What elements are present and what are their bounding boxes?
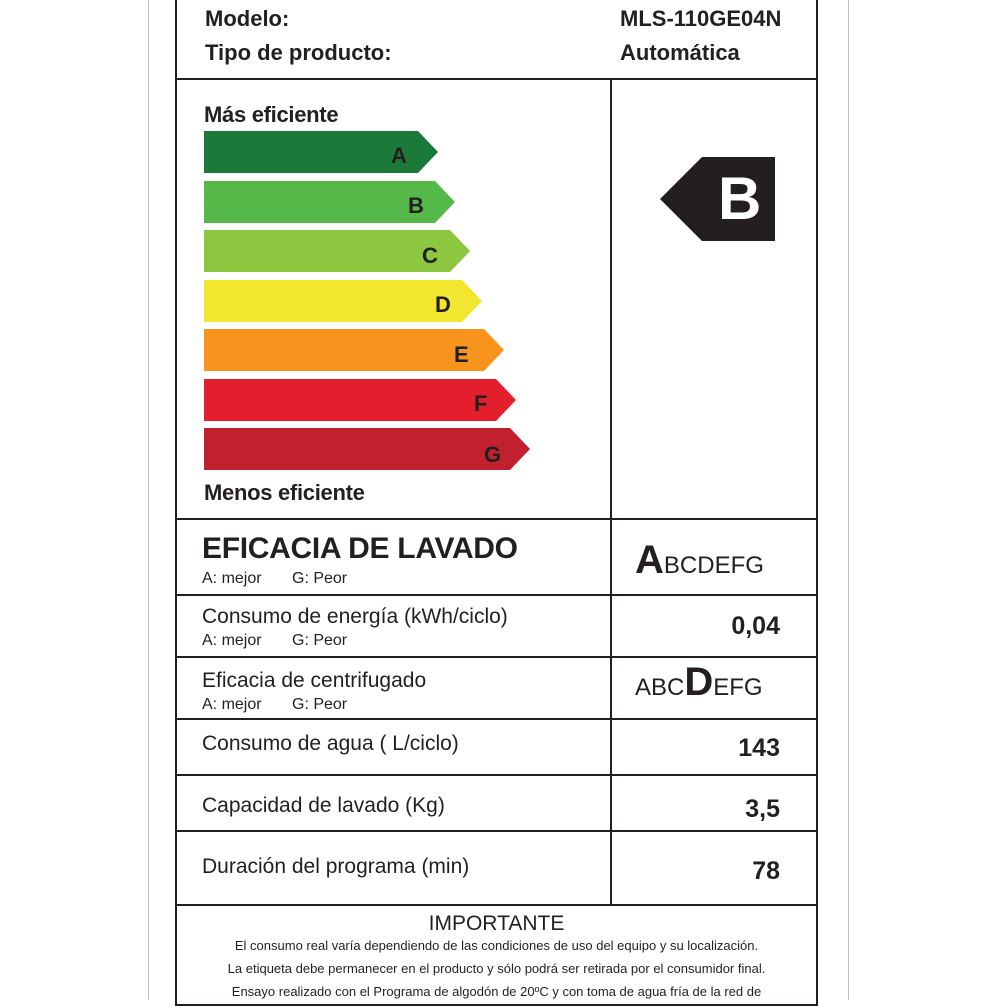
model-value: MLS-110GE04N bbox=[620, 6, 782, 31]
program-duration-value: 78 bbox=[752, 857, 780, 885]
energy-class-letter-e: E bbox=[454, 342, 469, 367]
energy-consumption-best: A: mejor bbox=[202, 632, 262, 649]
divider bbox=[177, 656, 816, 658]
energy-label bbox=[175, 0, 818, 1006]
divider bbox=[177, 594, 816, 596]
energy-class-bar-g bbox=[204, 428, 530, 470]
energy-class-letter-g: G bbox=[484, 442, 502, 467]
spin-efficacy-classes-before: ABC bbox=[635, 674, 685, 701]
washing-efficacy-title: EFICACIA DE LAVADO bbox=[202, 532, 518, 565]
important-line: La etiqueta debe permanecer en el producto y sólo podrá ser retirada por el consumidor final. bbox=[227, 961, 766, 976]
divider bbox=[177, 78, 816, 80]
washing-efficacy-selected-class: A bbox=[635, 538, 664, 582]
energy-class-bar-f bbox=[204, 379, 516, 421]
washing-efficacy-best: A: mejor bbox=[202, 570, 262, 587]
energy-class-letter-f: F bbox=[474, 391, 488, 416]
least-efficient-label: Menos eficiente bbox=[204, 480, 365, 505]
washing-efficacy-scale bbox=[635, 538, 764, 583]
current-rating-letter: B bbox=[718, 165, 762, 232]
spin-efficacy-scale bbox=[635, 660, 763, 705]
energy-class-letter-a: A bbox=[391, 143, 407, 168]
program-duration-title: Duración del programa (min) bbox=[202, 855, 470, 878]
energy-class-letter-c: C bbox=[422, 243, 438, 268]
spin-efficacy-classes-after: EFG bbox=[713, 674, 763, 701]
product-type-label: Tipo de producto: bbox=[205, 40, 392, 65]
divider bbox=[177, 904, 816, 906]
energy-consumption-worst: G: Peor bbox=[292, 632, 348, 649]
washing-capacity-value: 3,5 bbox=[745, 795, 780, 823]
important-line: Ensayo realizado con el Programa de algodón de 20ºC y con toma de agua fría de la red de bbox=[231, 984, 762, 999]
energy-class-letter-b: B bbox=[408, 193, 424, 218]
divider bbox=[177, 518, 816, 520]
important-line: El consumo real varía dependiendo de las condiciones de uso del equipo y su localización. bbox=[234, 938, 759, 953]
divider bbox=[177, 718, 816, 720]
spin-efficacy-selected-class: D bbox=[684, 660, 714, 704]
most-efficient-label: Más eficiente bbox=[204, 102, 339, 127]
water-consumption-value: 143 bbox=[738, 734, 780, 762]
energy-consumption-value: 0,04 bbox=[731, 612, 780, 640]
spin-efficacy-best: A: mejor bbox=[202, 696, 262, 713]
energy-consumption-title: Consumo de energía (kWh/ciclo) bbox=[202, 605, 508, 628]
divider bbox=[177, 774, 816, 776]
energy-class-letter-d: D bbox=[435, 292, 451, 317]
washing-efficacy-other-classes: BCDEFG bbox=[663, 552, 764, 579]
model-label: Modelo: bbox=[205, 6, 290, 31]
important-title: IMPORTANTE bbox=[428, 912, 565, 935]
spin-efficacy-worst: G: Peor bbox=[292, 696, 348, 713]
water-consumption-title: Consumo de agua ( L/ciclo) bbox=[202, 732, 459, 755]
divider bbox=[610, 78, 612, 518]
divider bbox=[177, 830, 816, 832]
spin-efficacy-title: Eficacia de centrifugado bbox=[202, 669, 427, 692]
divider bbox=[610, 518, 612, 906]
washing-capacity-title: Capacidad de lavado (Kg) bbox=[202, 794, 445, 817]
product-type-value: Automática bbox=[620, 40, 740, 65]
washing-efficacy-worst: G: Peor bbox=[292, 570, 348, 587]
